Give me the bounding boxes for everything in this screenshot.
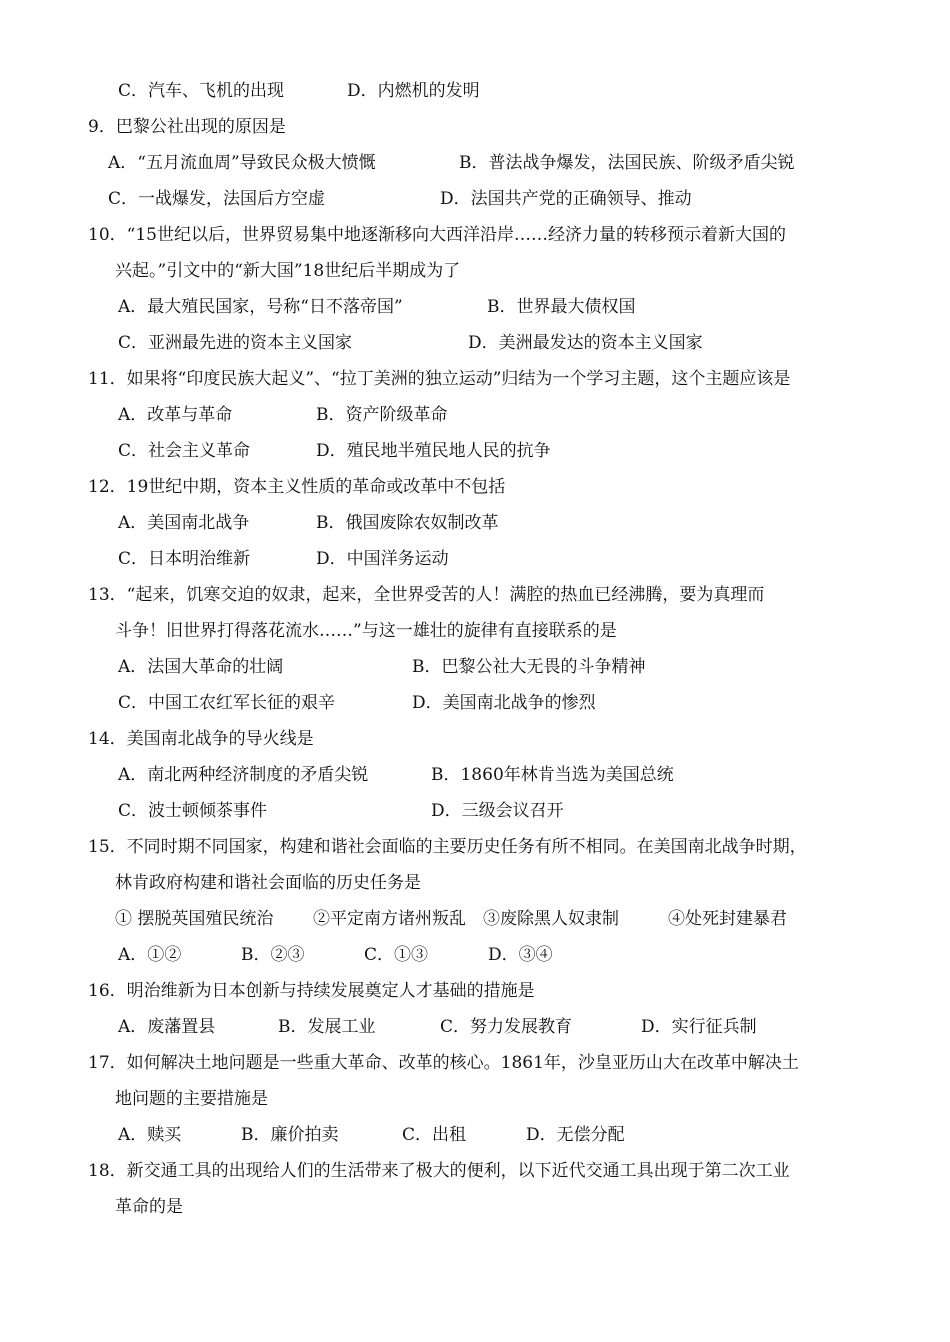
q15-stem-line2: 林肯政府构建和谐社会面临的历史任务是 [115,873,421,893]
q11-option-d: D．殖民地半殖民地人民的抗争 [316,441,551,461]
q14-stem: 14．美国南北战争的导火线是 [88,729,314,749]
q12-stem: 12．19世纪中期，资本主义性质的革命或改革中不包括 [88,477,506,497]
q16-stem: 16．明治维新为日本创新与持续发展奠定人才基础的措施是 [88,981,535,1001]
q10-option-a: A．最大殖民国家，号称“日不落帝国” [118,297,403,317]
q9-stem: 9．巴黎公社出现的原因是 [88,117,286,137]
q11-option-c: C．社会主义革命 [118,441,251,461]
q17-option-d: D．无偿分配 [526,1125,625,1145]
q10-option-d: D．美洲最发达的资本主义国家 [468,333,703,353]
q17-stem-line1: 17．如何解决土地问题是一些重大革命、改革的核心。1861年，沙皇亚历山大在改革中解决土 [88,1053,799,1073]
q15-option-d: D．③④ [488,945,553,965]
q17-option-b: B．廉价拍卖 [241,1125,339,1145]
q17-option-c: C．出租 [402,1125,467,1145]
q9-option-d: D．法国共产党的正确领导、推动 [440,189,692,209]
q11-option-b: B．资产阶级革命 [316,405,448,425]
q15-option-c: C．①③ [364,945,429,965]
q18-stem-line2: 革命的是 [115,1197,183,1217]
q15-stem-line1: 15．不同时期不同国家，构建和谐社会面临的主要历史任务有所不相同。在美国南北战争时期， [88,837,807,857]
q13-option-b: B．巴黎公社大无畏的斗争精神 [412,657,646,677]
q11-option-a: A．改革与革命 [118,405,233,425]
q18-stem-line1: 18．新交通工具的出现给人们的生活带来了极大的便利，以下近代交通工具出现于第二次工业 [88,1161,790,1181]
q9-option-a: A．“五月流血周”导致民众极大愤慨 [108,153,376,173]
q10-option-c: C．亚洲最先进的资本主义国家 [118,333,353,353]
q10-stem-line2: 兴起。”引文中的“新大国”18世纪后半期成为了 [115,261,461,281]
q16-option-a: A．废藩置县 [118,1017,216,1037]
q16-option-b: B．发展工业 [278,1017,376,1037]
q9-option-c: C．一战爆发，法国后方空虚 [108,189,326,209]
q12-option-c: C．日本明治维新 [118,549,251,569]
q15-option-a: A．①② [118,945,182,965]
q12-option-d: D．中国洋务运动 [316,549,449,569]
q17-stem-line2: 地问题的主要措施是 [115,1089,268,1109]
q12-option-b: B．俄国废除农奴制改革 [316,513,499,533]
q15-option-b: B．②③ [241,945,305,965]
q17-option-a: A．赎买 [118,1125,182,1145]
q12-option-a: A．美国南北战争 [118,513,250,533]
q8-option-c: C．汽车、飞机的出现 [118,81,285,101]
q8-option-d: D．内燃机的发明 [347,81,480,101]
q15-item-1: ① 摆脱英国殖民统治 [115,909,274,929]
q14-option-c: C．波士顿倾茶事件 [118,801,268,821]
q14-option-a: A．南北两种经济制度的矛盾尖锐 [118,765,369,785]
q13-option-d: D．美国南北战争的惨烈 [412,693,596,713]
q13-stem-line1: 13．“起来，饥寒交迫的奴隶，起来，全世界受苦的人！满腔的热血已经沸腾，要为真理而 [88,585,765,605]
q13-option-c: C．中国工农红军长征的艰辛 [118,693,336,713]
q15-item-2: ②平定南方诸州叛乱 [313,909,466,929]
q11-stem: 11．如果将“印度民族大起义”、“拉丁美洲的独立运动”归结为一个学习主题，这个主题应该是 [88,369,791,389]
q10-stem-line1: 10．“15世纪以后，世界贸易集中地逐渐移向大西洋沿岸……经济力量的转移预示着新大国的 [88,225,786,245]
q16-option-d: D．实行征兵制 [641,1017,757,1037]
q13-option-a: A．法国大革命的壮阔 [118,657,284,677]
q13-stem-line2: 斗争！旧世界打得落花流水……”与这一雄壮的旋律有直接联系的是 [115,621,617,641]
q14-option-d: D．三级会议召开 [431,801,564,821]
q16-option-c: C．努力发展教育 [440,1017,573,1037]
q10-option-b: B．世界最大债权国 [487,297,636,317]
q9-option-b: B．普法战争爆发，法国民族、阶级矛盾尖锐 [459,153,795,173]
q14-option-b: B．1860年林肯当选为美国总统 [431,765,674,785]
q15-item-3: ③废除黑人奴隶制 [483,909,619,929]
q15-item-4: ④处死封建暴君 [668,909,787,929]
